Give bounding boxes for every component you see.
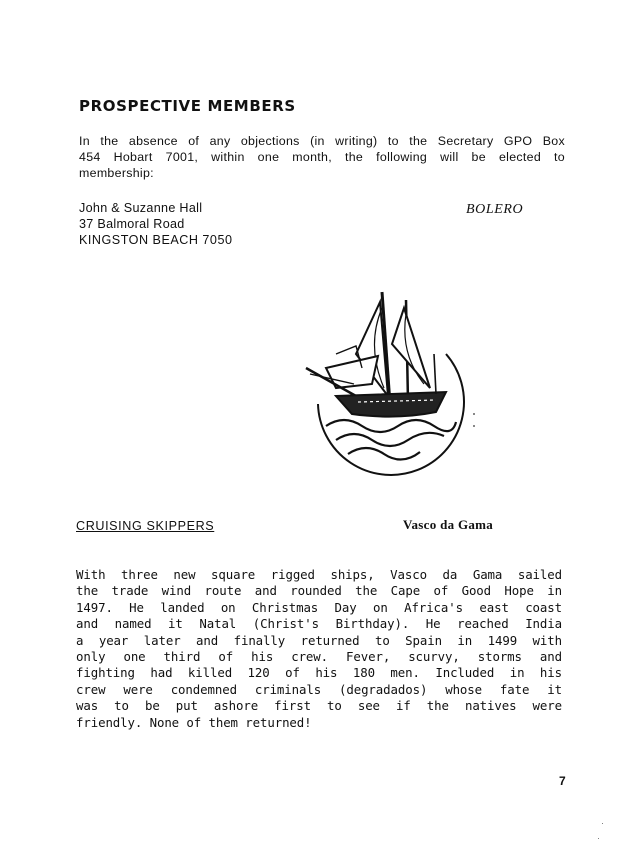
member-boat-name: BOLERO bbox=[466, 202, 524, 217]
article-line: only one third of his crew. Fever, scurvy, storms and bbox=[76, 649, 562, 665]
member-street: 37 Balmoral Road bbox=[79, 217, 185, 231]
article-line: With three new square rigged ships, Vasco da Gama sailed bbox=[76, 567, 562, 582]
article-body bbox=[76, 567, 562, 731]
article-line: and named it Natal (Christ's Birthday). He reached India bbox=[76, 616, 562, 632]
article-line: the trade wind route and rounded the Cape of Good Hope in bbox=[76, 583, 562, 599]
intro-line: membership: bbox=[79, 166, 154, 180]
article-line: fighting had killed 120 of his 180 men. Included in his bbox=[76, 665, 562, 681]
member-town: KINGSTON BEACH 7050 bbox=[79, 233, 233, 247]
article-line: was to be put ashore first to see if the natives were bbox=[76, 698, 562, 714]
article-line: a year later and finally returned to Spain in 1499 with bbox=[76, 632, 562, 648]
article-line: friendly. None of them returned! bbox=[76, 714, 312, 730]
intro-paragraph bbox=[79, 133, 565, 181]
article-line: 1497. He landed on Christmas Day on Africa's east coast bbox=[76, 599, 562, 615]
article-line: crew were condemned criminals (degradados) whose fate it bbox=[76, 681, 562, 697]
scan-speck bbox=[598, 838, 599, 839]
article-subject: Vasco da Gama bbox=[403, 517, 494, 532]
sailing-ship-icon bbox=[296, 284, 476, 484]
intro-line: In the absence of any objections (in writing) to the Secretary GPO Box bbox=[79, 134, 565, 148]
section-heading-prospective-members: PROSPECTIVE MEMBERS bbox=[79, 97, 296, 115]
scan-speck bbox=[602, 823, 603, 824]
page-number: 7 bbox=[559, 774, 566, 788]
member-address-block bbox=[79, 200, 232, 248]
member-name: John & Suzanne Hall bbox=[79, 201, 203, 215]
section-heading-cruising-skippers: CRUISING SKIPPERS bbox=[76, 519, 215, 533]
intro-line: 454 Hobart 7001, within one month, the following will be elected to bbox=[79, 150, 565, 164]
